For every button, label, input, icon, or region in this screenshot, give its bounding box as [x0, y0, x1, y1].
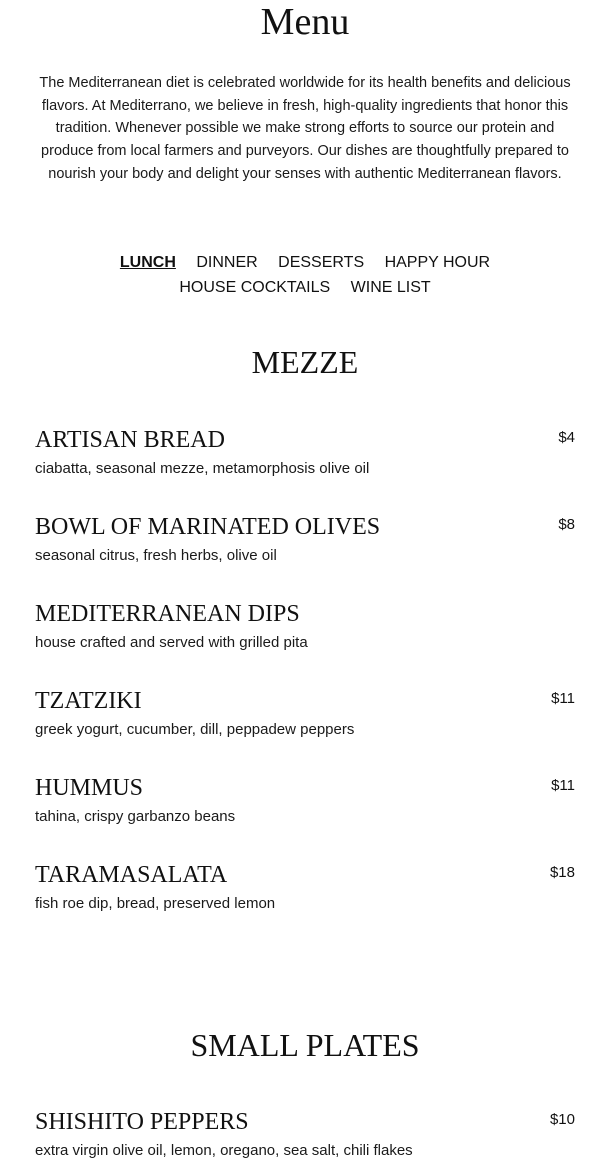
menu-item — [35, 861, 575, 914]
item-name: TZATZIKI — [35, 688, 142, 714]
item-price: $11 — [551, 690, 575, 707]
item-name: TARAMASALATA — [35, 862, 228, 888]
menu-item — [35, 774, 575, 827]
item-description: fish roe dip, bread, preserved lemon — [35, 895, 276, 912]
menu-nav — [30, 251, 580, 300]
item-name: MEDITERRANEAN DIPS — [35, 601, 300, 627]
item-name: ARTISAN BREAD — [35, 427, 225, 453]
item-description: house crafted and served with grilled pita — [35, 634, 308, 651]
menu-item — [35, 1108, 575, 1161]
item-price: $4 — [558, 429, 575, 446]
nav-tab-dinner[interactable]: DINNER — [196, 254, 258, 271]
item-price: $8 — [558, 516, 575, 533]
item-name: HUMMUS — [35, 775, 144, 801]
page-title: Menu — [260, 1, 350, 43]
item-price: $18 — [549, 864, 575, 881]
nav-tab-wine-list[interactable]: WINE LIST — [350, 278, 431, 296]
item-name: SHISHITO PEPPERS — [35, 1109, 249, 1135]
nav-tab-lunch[interactable]: LUNCH — [119, 254, 176, 271]
item-price: $11 — [551, 777, 575, 794]
section-title-small-plates: SMALL PLATES — [190, 1027, 420, 1063]
item-description: seasonal citrus, fresh herbs, olive oil — [35, 547, 277, 564]
item-price: $10 — [549, 1111, 575, 1128]
item-description: greek yogurt, cucumber, dill, peppadew peppers — [35, 721, 355, 738]
item-description: extra virgin olive oil, lemon, oregano, sea salt, chili flakes — [35, 1142, 413, 1159]
intro-text: The Mediterranean diet is celebrated worldwide for its health benefits and delicious flavors. At Mediterrano, we believe in fresh, high-quality ingredients that honor this tradition. Whenever possible we make strong efforts to source our protein and produce from local farmers and purveyors. Our dishes are thoughtfully prepared to nourish your body and delight your senses with authentic Mediterranean flavors. — [39, 75, 571, 182]
item-description: ciabatta, seasonal mezze, metamorphosis olive oil — [35, 460, 370, 477]
menu-item — [35, 426, 575, 479]
nav-tab-desserts[interactable]: DESSERTS — [278, 254, 365, 271]
section-title-mezze: MEZZE — [251, 344, 359, 380]
item-name: BOWL OF MARINATED OLIVES — [35, 514, 381, 540]
nav-tab-happy-hour[interactable]: HAPPY HOUR — [384, 254, 491, 271]
nav-tab-house-cocktails[interactable]: HOUSE COCKTAILS — [179, 278, 331, 296]
menu-item — [35, 600, 575, 653]
menu-item — [35, 513, 575, 566]
menu-item — [35, 687, 575, 740]
item-description: tahina, crispy garbanzo beans — [35, 808, 236, 825]
